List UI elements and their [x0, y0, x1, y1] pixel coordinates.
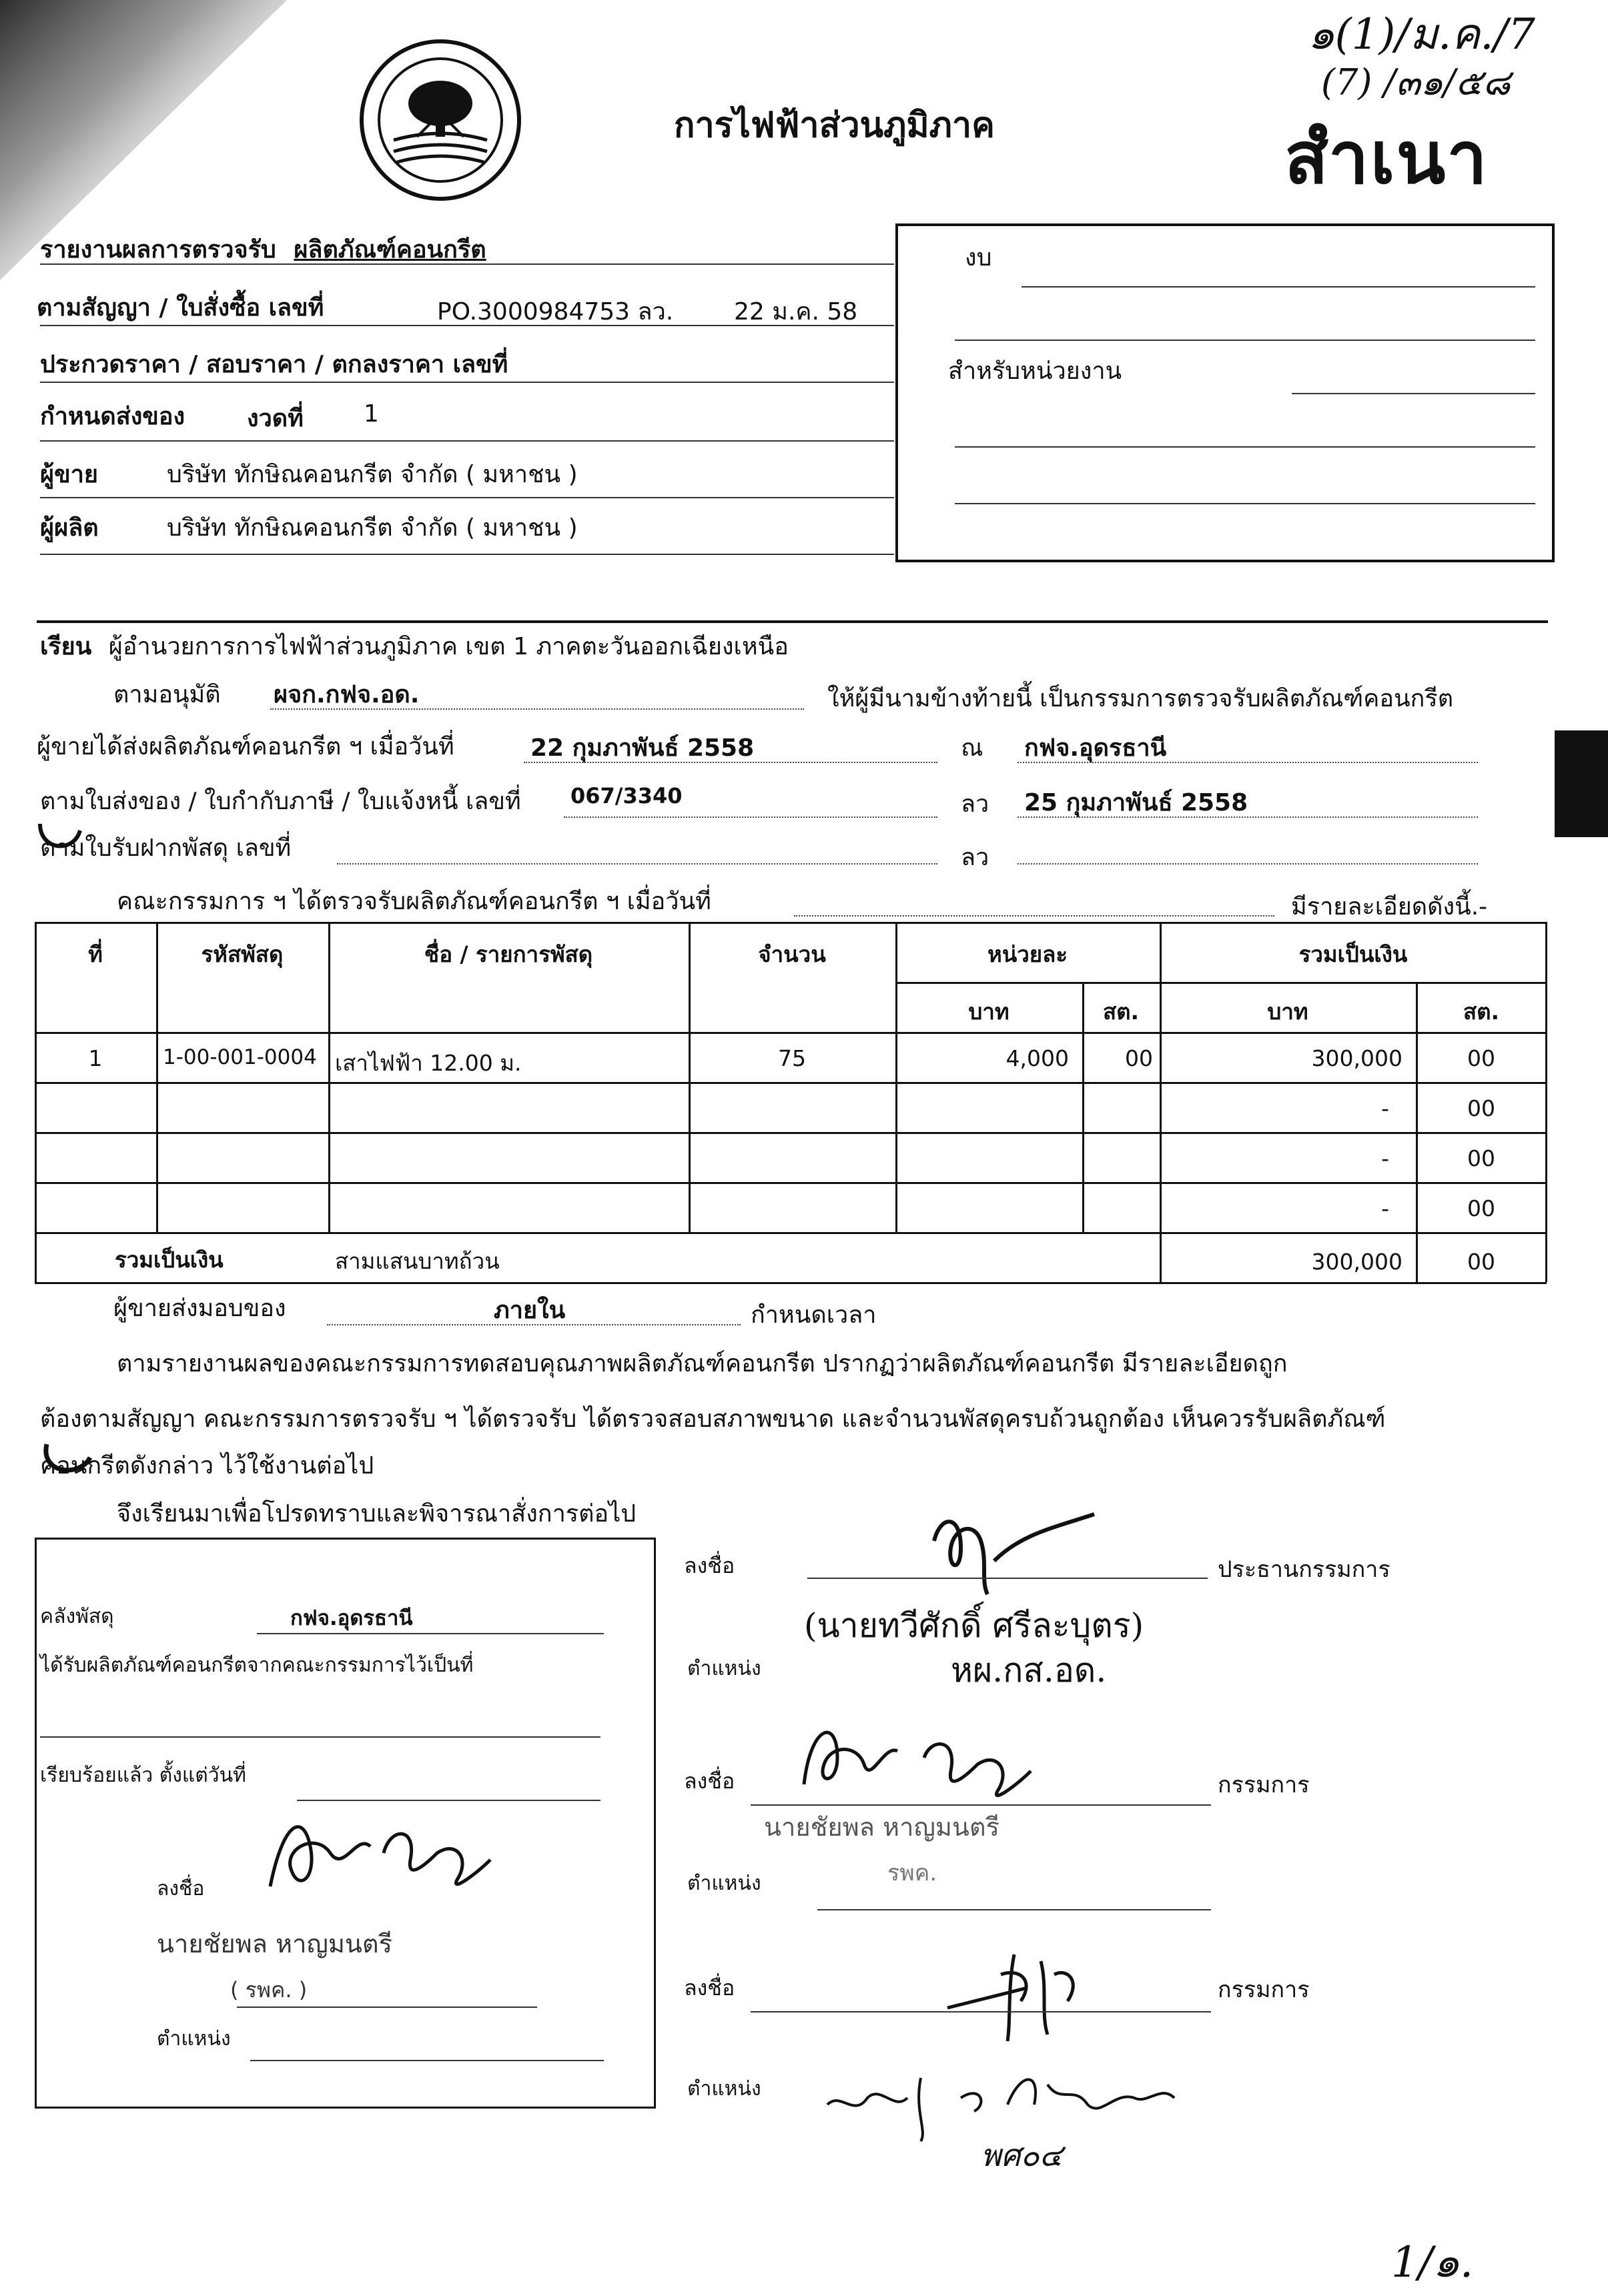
header-total-satang: สต.	[1463, 999, 1500, 1025]
details-text: มีรายละเอียดดังนี้.-	[1291, 893, 1488, 921]
header-code: รหัสพัสดุ	[201, 941, 284, 967]
row2-total-satang: 00	[1467, 1095, 1495, 1121]
parcel-dated-label: ลว	[961, 844, 989, 871]
sig3-position-label: ตำแหน่ง	[687, 2077, 761, 2101]
report-title-prefix: รายงานผลการตรวจรับ	[40, 236, 276, 263]
delivered-date: 22 กุมภาพันธ์ 2558	[530, 734, 755, 762]
conclusion-line-2: ต้องตามสัญญา คณะกรรมการตรวจรับ ฯ ได้ตรวจรับ ได้ตรวจสอบสภาพขนาด และจำนวนพัสดุครบถ้วนถูกต้อง เห็นควรรับผลิตภัณฑ์	[40, 1405, 1386, 1433]
sig3-signature	[934, 1948, 1108, 2048]
margin-mark-2	[37, 1438, 97, 1481]
header-unit-satang: สต.	[1102, 999, 1140, 1025]
sig1-signature	[921, 1501, 1121, 1601]
margin-mark-1	[33, 817, 87, 857]
conclusion-line-3: คอนกรีตดังกล่าว ไว้ใช้งานต่อไป	[40, 1452, 374, 1480]
row3-total-satang: 00	[1467, 1145, 1495, 1171]
since-text: เรียบร้อยแล้ว ตั้งแต่วันที่	[40, 1764, 246, 1787]
maker-label: ผู้ผลิต	[40, 514, 99, 542]
row1-code: 1-00-001-0004	[163, 1045, 317, 1069]
handwritten-note: พศ๐๔	[981, 2137, 1063, 2173]
pea-logo-icon	[357, 37, 524, 203]
sum-label: รวมเป็นเงิน	[115, 1247, 224, 1273]
sig2-signature	[791, 1711, 1058, 1811]
agency-label: สำหรับหน่วยงาน	[948, 358, 1122, 385]
sig3-role: กรรมการ	[1218, 1976, 1310, 2003]
invoice-no: 067/3340	[570, 783, 683, 808]
scan-edge-mark	[1555, 730, 1608, 837]
row4-total-satang: 00	[1467, 1195, 1495, 1221]
report-title	[40, 230, 486, 268]
sig1-position-label: ตำแหน่ง	[687, 1657, 761, 1680]
items-table	[35, 922, 1547, 1282]
sum-words: สามแสนบาทถ้วน	[335, 1248, 500, 1274]
row1-total-satang: 00	[1467, 1045, 1495, 1071]
parcel-label: ตามใบรับฝากพัสดุ เลขที่	[40, 834, 292, 862]
sig1-role: ประธานกรรมการ	[1218, 1556, 1390, 1583]
sum-satang: 00	[1467, 1249, 1495, 1275]
store-value: กฟจ.อุดรธานี	[290, 1606, 413, 1630]
sig2-position-label: ตำแหน่ง	[687, 1872, 761, 1895]
budget-label: งบ	[965, 244, 992, 271]
top-right-note: ๑(1)/ม.ค./7	[1308, 10, 1535, 59]
top-right-note-2: (7) /๓๑/๕๘	[1321, 61, 1511, 103]
sig1-position: หผ.กส.อด.	[951, 1651, 1107, 1690]
warehouse-box	[35, 1538, 656, 2109]
store-label: คลังพัสดุ	[40, 1605, 114, 1628]
report-title-item: ผลิตภัณฑ์คอนกรีต	[294, 236, 486, 263]
warehouse-stamp-name: นายชัยพล หาญมนตรี	[157, 1929, 392, 1958]
delivered-label: ผู้ขายได้ส่งผลิตภัณฑ์คอนกรีต ฯ เมื่อวันที่	[37, 733, 454, 760]
conclusion-line-1: ตามรายงานผลของคณะกรรมการทดสอบคุณภาพผลิตภัณฑ์คอนกรีต ปรากฏว่าผลิตภัณฑ์คอนกรีต มีรายละเอียดถูก	[117, 1350, 1288, 1377]
invoice-dated-label: ลว	[961, 790, 989, 818]
row1-no: 1	[88, 1045, 103, 1071]
approve-value: ผจก.กฟจ.อด.	[274, 681, 420, 708]
warehouse-signature	[257, 1806, 537, 1906]
invoice-label: ตามใบส่งของ / ใบกำกับภาษี / ใบแจ้งหนี้ เลขที่	[40, 788, 521, 815]
deadline-label: กำหนดเวลา	[751, 1301, 877, 1329]
header-total: รวมเป็นเงิน	[1298, 941, 1408, 967]
contract-label: ตามสัญญา / ใบสั่งซื้อ เลขที่	[37, 294, 324, 322]
to-value: ผู้อำนวยการการไฟฟ้าส่วนภูมิภาค เขต 1 ภาคตะวันออกเฉียงเหนือ	[108, 633, 789, 660]
row1-qty: 75	[778, 1045, 806, 1071]
contract-date: 22 ม.ค. 58	[734, 298, 858, 326]
row1-unit-satang: 00	[1125, 1045, 1153, 1071]
sig3-sign-label: ลงชื่อ	[684, 1975, 735, 2000]
at-label: ณ	[961, 734, 983, 762]
sig1-name: (นายทวีศักดิ์ ศรีละบุตร)	[804, 1606, 1144, 1645]
contract-no: PO.3000984753 ลว.	[437, 298, 674, 326]
warehouse-sign-label: ลงชื่อ	[157, 1877, 205, 1900]
sig2-sign-label: ลงชื่อ	[684, 1768, 735, 1794]
to-line	[40, 627, 789, 665]
sig1-sign-label: ลงชื่อ	[684, 1553, 735, 1578]
installment-value: 1	[364, 400, 379, 428]
page-mark: 1/๑.	[1391, 2238, 1474, 2287]
to-label: เรียน	[40, 633, 92, 660]
sum-baht: 300,000	[1311, 1249, 1402, 1275]
installment-label: งวดที่	[247, 405, 304, 432]
bid-label: ประกวดราคา / สอบราคา / ตกลงราคา เลขที่	[40, 351, 508, 378]
row1-name: เสาไฟฟ้า 12.00 ม.	[335, 1050, 522, 1076]
warehouse-position-label: ตำแหน่ง	[157, 2027, 231, 2051]
header-unit: หน่วยละ	[987, 941, 1068, 967]
agency-box	[895, 223, 1555, 562]
delivery-label-2: ผู้ขายส่งมอบของ	[113, 1295, 286, 1322]
checked-text: คณะกรรมการ ฯ ได้ตรวจรับผลิตภัณฑ์คอนกรีต ฯ เมื่อวันที่	[117, 888, 711, 915]
org-name: การไฟฟ้าส่วนภูมิภาค	[674, 105, 995, 145]
row2-total-baht: -	[1381, 1095, 1389, 1121]
header-qty: จำนวน	[758, 941, 826, 967]
received-text: ได้รับผลิตภัณฑ์คอนกรีตจากคณะกรรมการไว้เป็นที่	[40, 1654, 474, 1677]
copy-stamp: สำเนา	[1284, 117, 1489, 200]
seller-label: ผู้ขาย	[40, 461, 99, 488]
approve-label: ตามอนุมัติ	[113, 681, 221, 708]
row1-total-baht: 300,000	[1311, 1045, 1402, 1071]
seller-value: บริษัท ทักษิณคอนกรีต จำกัด ( มหาชน )	[167, 461, 578, 488]
committee-text: ให้ผู้มีนามข้างท้ายนี้ เป็นกรรมการตรวจรับผลิตภัณฑ์คอนกรีต	[827, 685, 1454, 712]
sig2-role: กรรมการ	[1218, 1772, 1310, 1798]
sig2-name: นายชัยพล หาญมนตรี	[764, 1812, 999, 1842]
warehouse-stamp-pos: ( รพค. )	[230, 1977, 308, 2002]
header-name: ชื่อ / รายการพัสดุ	[424, 941, 593, 967]
conclusion-line-4: จึงเรียนมาเพื่อโปรดทราบและพิจารณาสั่งการต่อไป	[117, 1500, 637, 1528]
delivery-label: กำหนดส่งของ	[40, 403, 185, 430]
header-unit-baht: บาท	[968, 999, 1010, 1025]
at-value: กฟจ.อุดรธานี	[1024, 734, 1167, 762]
delivery-value: ภายใน	[494, 1297, 566, 1324]
sig2-position: รพค.	[887, 1860, 937, 1886]
invoice-date: 25 กุมภาพันธ์ 2558	[1024, 789, 1248, 816]
row4-total-baht: -	[1381, 1195, 1389, 1221]
header-total-baht: บาท	[1267, 999, 1308, 1025]
header-no: ที่	[88, 941, 103, 967]
row3-total-baht: -	[1381, 1145, 1389, 1171]
row1-unit-baht: 4,000	[1006, 1045, 1069, 1071]
maker-value: บริษัท ทักษิณคอนกรีต จำกัด ( มหาชน )	[167, 514, 578, 542]
